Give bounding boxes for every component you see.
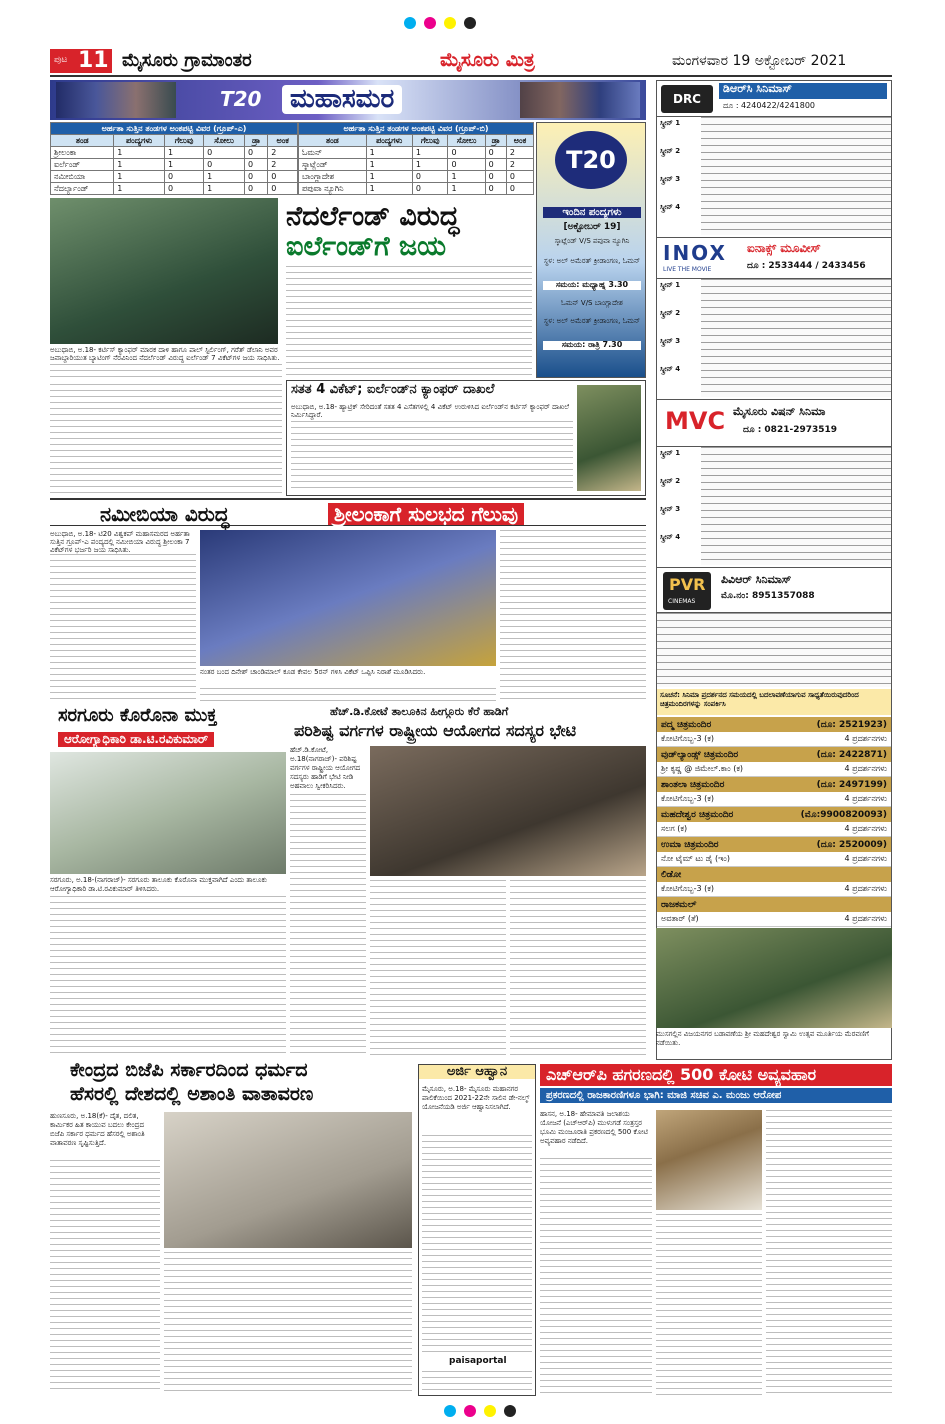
- story3-body-right: [500, 530, 646, 700]
- theatre-phone: (ದೂ: 2520009): [816, 839, 887, 850]
- theatre-shows: 4 ಪ್ರದರ್ಶನಗಳು: [844, 824, 887, 833]
- table-cell: 1: [448, 171, 485, 183]
- story6-body-right: [164, 1252, 412, 1394]
- table-cell: 0: [485, 171, 506, 183]
- pvr-logo: PVR: [669, 575, 706, 594]
- banner-title: ಮಹಾಸಮರ: [282, 85, 402, 114]
- story3-lead: ಅಬುಧಾಬಿ, ಅ.18- ಟಿ20 ವಿಶ್ವಕಪ್ ಮಹಾಸಮರದ ಅರ್ಹತಾ ಸುತ್ತಿನ ಗ್ರೂಪ್-ಎ ಪಂದ್ಯದಲ್ಲಿ ನಮೀಬಿಯಾ ವಿರುದ್ಧ ಶ್ರೀಲಂಕಾ 7 ವಿಕೆಟ್‌ಗಳ ಭರ್ಜರಿ ಜಯ ಸಾಧಿಸಿತು.: [50, 530, 196, 554]
- drc-screen-rows: [701, 117, 891, 235]
- table-cell: 2: [506, 147, 533, 159]
- table-cell: ಬಾಂಗ್ಲಾದೇಶ: [299, 171, 367, 183]
- campher-photo: [577, 385, 641, 491]
- table-row: [299, 159, 534, 171]
- story4-lead: ಸರಗೂರು, ಅ.18-(ನಾಗರಾಜ್)- ಸರಗೂರು ತಾಲೂಕು ಕೊರೊನಾ ಮುಕ್ತವಾಗಿದೆ ಎಂದು ತಾಲೂಕು ಆರೋಗ್ಯಾಧಿಕಾರಿ ಡಾ.ಟಿ.ರವಿಕುಮಾರ್ ತಿಳಿಸಿದರು.: [50, 876, 267, 893]
- paper-name: ಮೈಸೂರು ಮಿತ್ರ: [440, 49, 535, 71]
- mvc-phone: ದೂ : 0821-2973519: [743, 425, 838, 435]
- story2-lead: ಅಬುಧಾಬಿ, ಅ.18- ಹ್ಯಾಟ್ರಿಕ್ ಸೇರಿದಂತೆ ಸತತ 4 ಎಸೆತಗಳಲ್ಲಿ 4 ವಿಕೆಟ್ ಉರುಳಿಸಿದ ಐರ್ಲೆಂಡ್‌ನ ಕರ್ಟಿಸ್ ಕ್ಯಾಂಫರ್ ದಾಖಲೆ ನಿರ್ಮಿಸಿದ್ದಾರೆ.: [291, 403, 573, 419]
- mvc-screen-list: [657, 447, 891, 565]
- table-cell: ಶ್ರೀಲಂಕಾ: [51, 147, 114, 159]
- theatre-shows: 4 ಪ್ರದರ್ಶನಗಳು: [844, 914, 887, 923]
- drc-header: [657, 81, 891, 117]
- theatre-film: ಕೋಟಿಗೊಬ್ಬ-3 (ಕ): [661, 794, 714, 803]
- theatre-film-row: [657, 882, 891, 897]
- story7-body-right: [766, 1110, 892, 1396]
- table-cell: 0: [204, 159, 245, 171]
- theatre-film: ಸಲಗ (ಕ): [661, 824, 688, 833]
- table-cell: 0: [244, 183, 267, 195]
- drc-screen-2: ಸ್ಕ್ರೀನ್ 2: [660, 147, 681, 155]
- theatre-name: ಲಿಡೋ: [661, 869, 682, 880]
- story1-body-continued: [50, 384, 282, 494]
- table-cell: ಪಪುವಾ ನ್ಯೂಗಿನಿ: [299, 183, 367, 195]
- notice-url: paisaportal: [449, 1356, 507, 1366]
- t20-banner: [50, 80, 646, 120]
- t20-logo: T20: [555, 131, 627, 189]
- match1-venue: ಸ್ಥಳ: ಅಲ್ ಅಮೆರತ್ ಕ್ರೀಡಾಂಗಣ, ಓಮನ್: [543, 257, 641, 265]
- cpim-meeting-photo: [164, 1112, 412, 1248]
- story4-headline: ಸರಗೂರು ಕೊರೊನಾ ಮುಕ್ತ: [58, 705, 217, 726]
- inox-name: ಐನಾಕ್ಸ್ ಮೂವೀಸ್: [747, 241, 821, 255]
- theatre-list: [657, 717, 891, 927]
- table-cell: 0: [412, 171, 448, 183]
- inox-screen-2: ಸ್ಕ್ರೀನ್ 2: [660, 309, 681, 317]
- story3-headline: [50, 498, 646, 526]
- theatre-name: ಶಾಂತಲಾ ಚಿತ್ರಮಂದಿರ: [661, 779, 725, 790]
- story7-body-mid: [656, 1214, 762, 1396]
- table-cell: 2: [268, 159, 298, 171]
- story6-headline-2: ಹೆಸರಲ್ಲಿ ದೇಶದಲ್ಲಿ ಅಶಾಂತಿ ವಾತಾವರಣ: [70, 1083, 314, 1105]
- col-header: ತಂಡ: [51, 135, 114, 147]
- group-a-title: ಅರ್ಹತಾ ಸುತ್ತಿನ ತಂಡಗಳ ಅಂಕಪಟ್ಟಿ ವಿವರ (ಗ್ರೂಪ್-ಎ): [51, 123, 298, 135]
- story2-body: [291, 403, 573, 493]
- pvr-logo-sub: CINEMAS: [668, 598, 696, 605]
- table-cell: 0: [448, 159, 485, 171]
- table-cell: 0: [448, 147, 485, 159]
- story6-body-left: [50, 1160, 160, 1394]
- black-mark: [504, 1405, 516, 1417]
- notice-box: [418, 1064, 536, 1396]
- story3-body-left: [50, 530, 196, 700]
- table-cell: 0: [244, 171, 267, 183]
- procession-photo: [656, 928, 892, 1028]
- notice-body-end: [422, 1371, 532, 1393]
- story7-subhead: ಪ್ರಕರಣದಲ್ಲಿ ರಾಜಕಾರಣಿಗಳೂ ಭಾಗಿ: ಮಾಜಿ ಸಚಿವ ಎ. ಮಂಜು ಆರೋಪ: [540, 1088, 892, 1103]
- col-header: ಪಂದ್ಯಗಳು: [114, 135, 165, 147]
- story4-body: [50, 896, 286, 1056]
- table-row: [51, 159, 298, 171]
- theatre-film: ಕೋಟಿಗೊಬ್ಬ-3 (ಕ): [661, 734, 714, 743]
- story7-body-left: [540, 1158, 652, 1396]
- notice-lead: ಮೈಸೂರು, ಅ.18- ಮೈಸೂರು ಮಹಾನಗರ ಪಾಲಿಕೆಯಿಂದ 2021-22ನೇ ಸಾಲಿನ ಡೇ-ನಲ್ಮ್ ಯೋಜನೆಯಡಿ ಅರ್ಜಿ ಆಹ್ವಾನಿಸಲಾಗಿದೆ.: [422, 1085, 530, 1111]
- theatre-name-row: [657, 867, 891, 882]
- table-cell: 0: [506, 183, 533, 195]
- yellow-mark: [484, 1405, 496, 1417]
- story1-body-left: [50, 346, 282, 380]
- drc-screen-3: ಸ್ಕ್ರೀನ್ 3: [660, 175, 681, 183]
- theatre-film: ಅವತಾರ್ (ತೆ): [661, 914, 699, 923]
- theatre-name-row: [657, 807, 891, 822]
- drc-screen-list: [657, 117, 891, 235]
- group-b-table: [298, 122, 534, 195]
- notice-body: [422, 1135, 532, 1355]
- match2-time: ಸಮಯ: ರಾತ್ರಿ 7.30: [543, 341, 641, 350]
- pvr-phone: ಮೊ.ನಂ: 8951357088: [721, 591, 815, 601]
- table-cell: 1: [114, 171, 165, 183]
- banner-players-left: [56, 82, 176, 118]
- listing-notice: ಸೂಚನೆ: ಸಿನಿಮಾ ಪ್ರದರ್ಶನದ ಸಮಯದಲ್ಲಿ ಬದಲಾವಣೆಯಾಗುವ ಸಾಧ್ಯತೆಯಿರುವುದರಿಂದ ಚಿತ್ರಮಂದಿರಗಳನ್ನು ಸಂಪರ್ಕಿಸಿ: [657, 689, 891, 715]
- drc-screen-1: ಸ್ಕ್ರೀನ್ 1: [660, 119, 681, 127]
- table-cell: 2: [268, 147, 298, 159]
- registration-marks-bottom: [440, 1402, 520, 1421]
- table-row: [299, 183, 534, 195]
- table-cell: 0: [485, 159, 506, 171]
- table-row: [51, 171, 298, 183]
- theatre-shows: 4 ಪ್ರದರ್ಶನಗಳು: [844, 884, 887, 893]
- table-cell: 1: [114, 183, 165, 195]
- theatre-phone: (ದೂ: 2521923): [816, 719, 887, 730]
- magenta-mark: [464, 1405, 476, 1417]
- table-cell: 0: [244, 147, 267, 159]
- table-cell: ನಮೀಬಿಯಾ: [51, 171, 114, 183]
- procession-caption: ಮುಸಗಲ್ಲಿನ ವಿಜಯನಗರ ಬಡಾವಣೆಯ ಶ್ರೀ ಮಹದೇಶ್ವರ ಸ್ವಾಮಿ ಉತ್ಸವ ಮೂರ್ತಿಯ ಮೆರವಣಿಗೆ ನಡೆಯಿತು.: [656, 1030, 869, 1047]
- story5-kicker: ಹೆಚ್.ಡಿ.ಕೋಟೆ ತಾಲೂಕಿನ ಹೀಗ್ಗೂರು ಕೆರೆ ಹಾಡಿಗೆ: [330, 705, 509, 718]
- table-cell: 1: [412, 159, 448, 171]
- col-header: ಡ್ರಾ: [485, 135, 506, 147]
- table-cell: 1: [204, 183, 245, 195]
- story6-headline-1: ಕೇಂದ್ರದ ಬಿಜೆಪಿ ಸರ್ಕಾರದಿಂದ ಧರ್ಮದ: [70, 1059, 308, 1081]
- cyan-mark: [404, 17, 416, 29]
- table-cell: 1: [164, 147, 203, 159]
- story3-headline-part1: ನಮೀಬಿಯಾ ವಿರುದ್ಧ: [100, 502, 230, 526]
- masthead-rule: [50, 75, 892, 77]
- theatre-name: ರಾಜಕಮಲ್: [661, 899, 697, 910]
- inox-tagline: LIVE THE MOVIE: [663, 266, 712, 273]
- table-cell: 1: [366, 183, 412, 195]
- pvr-name: ಪಿವಿಆರ್ ಸಿನಿಮಾಸ್: [721, 573, 792, 586]
- table-cell: 1: [412, 147, 448, 159]
- mvc-logo: MVC: [665, 407, 726, 435]
- pvr-header: [657, 567, 891, 613]
- inox-phone: ದೂ : 2533444 / 2433456: [747, 261, 866, 271]
- table-cell: 0: [268, 183, 298, 195]
- magenta-mark: [424, 17, 436, 29]
- page-number-badge: [50, 49, 112, 73]
- theatre-name: ಉಮಾ ಚಿತ್ರಮಂದಿರ: [661, 839, 719, 850]
- health-officer-photo: [50, 752, 286, 874]
- table-cell: 1: [366, 171, 412, 183]
- mvc-screen-1: ಸ್ಕ್ರೀನ್ 1: [660, 449, 681, 457]
- table-cell: ನೆದರ್ಲ್ಯಾಂಡ್: [51, 183, 114, 195]
- story5-lead: ಹೆಚ್.ಡಿ.ಕೋಟೆ, ಅ.18(ನಾಗರಾಜ್)- ಪರಿಶಿಷ್ಟ ವರ್ಗಗಳ ರಾಷ್ಟ್ರೀಯ ಆಯೋಗದ ಸದಸ್ಯರು ಹಾಡಿಗೆ ಭೇಟಿ ನೀಡಿ ಅಹವಾಲು ಸ್ವೀಕರಿಸಿದರು.: [290, 746, 361, 790]
- story5-box: [290, 704, 646, 1056]
- story7-lead: ಹಾಸನ, ಅ.18- ಹೇಮಾವತಿ ಜಲಾಶಯ ಯೋಜನೆ (ಎಚ್‌ಆರ್‌ಪಿ) ಮುಳುಗಡೆ ಸಂತ್ರಸ್ತರ ಭೂಮಿ ಮಂಜೂರಾತಿ ಪ್ರಕರಣದಲ್ಲಿ 500 ಕೋಟಿ ಅವ್ಯವಹಾರ ನಡೆದಿದೆ.: [540, 1110, 648, 1145]
- table-cell: 0: [485, 147, 506, 159]
- table-cell: 0: [164, 171, 203, 183]
- theatre-name-row: [657, 747, 891, 762]
- masthead: [0, 46, 945, 76]
- theatre-film-row: [657, 732, 891, 747]
- inox-screen-1: ಸ್ಕ್ರೀನ್ 1: [660, 281, 681, 289]
- table-cell: 0: [506, 171, 533, 183]
- table-cell: 1: [164, 159, 203, 171]
- table-cell: 0: [244, 159, 267, 171]
- story1-headline-1: ನೆದರ್ಲೆಂಡ್ ವಿರುದ್ಧ: [286, 201, 460, 232]
- mvc-header: [657, 399, 891, 447]
- theatre-film-row: [657, 822, 891, 837]
- table-row: [299, 147, 534, 159]
- registration-marks-top: [400, 14, 480, 33]
- table-cell: 0: [268, 171, 298, 183]
- pvr-logo-box: [663, 572, 711, 610]
- story5-body-right: [510, 880, 646, 1056]
- notice-title: ಅರ್ಜಿ ಆಹ್ವಾನ: [419, 1065, 535, 1079]
- section-title: ಮೈಸೂರು ಗ್ರಾಮಾಂತರ: [122, 50, 252, 71]
- matches-date: [ಅಕ್ಟೋಬರ್ 19]: [563, 222, 621, 232]
- black-mark: [464, 17, 476, 29]
- theatre-phone: (ಮೊ:9900820093): [800, 809, 887, 820]
- matches-title: ಇಂದಿನ ಪಂದ್ಯಗಳು: [543, 207, 641, 218]
- theatre-name-row: [657, 717, 891, 732]
- issue-date: ಮಂಗಳವಾರ 19 ಅಕ್ಟೋಬರ್ 2021: [672, 53, 847, 69]
- mvc-name: ಮೈಸೂರು ವಿಷನ್ ಸಿನಿಮಾ: [733, 405, 826, 418]
- col-header: ತಂಡ: [299, 135, 367, 147]
- theatre-phone: (ದೂ: 2422871): [816, 749, 887, 760]
- match2-venue: ಸ್ಥಳ: ಅಲ್ ಅಮೆರತ್ ಕ್ರೀಡಾಂಗಣ, ಓಮನ್: [543, 317, 641, 325]
- theatre-shows: 4 ಪ್ರದರ್ಶನಗಳು: [844, 854, 887, 863]
- inox-screen-3: ಸ್ಕ್ರೀನ್ 3: [660, 337, 681, 345]
- match1-teams: ಸ್ಕಾಟ್ಲೆಂಡ್ V/S ಪಪುವಾ ನ್ಯೂಗಿನಿ: [554, 237, 630, 245]
- table-cell: 1: [366, 159, 412, 171]
- table-row: [299, 171, 534, 183]
- col-header: ಅಂಕ: [268, 135, 298, 147]
- table-cell: 1: [114, 147, 165, 159]
- theatre-name-row: [657, 777, 891, 792]
- table-cell: 0: [164, 183, 203, 195]
- col-header: ಸೋಲು: [448, 135, 485, 147]
- banner-players-right: [520, 82, 640, 118]
- story6-box: [50, 1060, 412, 1394]
- story5-body-mid: [370, 880, 506, 1056]
- pvr-screen-rows: [657, 613, 891, 687]
- cyan-mark: [444, 1405, 456, 1417]
- col-header: ಪಂದ್ಯಗಳು: [366, 135, 412, 147]
- table-cell: 0: [412, 183, 448, 195]
- theatre-shows: 4 ಪ್ರದರ್ಶನಗಳು: [844, 794, 887, 803]
- theatre-name: ಮಹದೇಶ್ವರ ಚಿತ್ರಮಂದಿರ: [661, 809, 734, 820]
- theatre-shows: 4 ಪ್ರದರ್ಶನಗಳು: [844, 734, 887, 743]
- theatre-film: ನೋ ಟೈಮ್ ಟು ಡೈ (ಇಂ): [661, 854, 730, 863]
- story2-headline: ಸತತ 4 ವಿಕೆಟ್; ಐರ್ಲೆಂಡ್‌ನ ಕ್ಯಾಂಫರ್ ದಾಖಲೆ: [291, 382, 495, 397]
- col-header: ಗೆಲುವು: [164, 135, 203, 147]
- table-cell: 1: [448, 183, 485, 195]
- group-b-title: ಅರ್ಹತಾ ಸುತ್ತಿನ ತಂಡಗಳ ಅಂಕಪಟ್ಟಿ ವಿವರ (ಗ್ರೂಪ್-ಬಿ): [299, 123, 534, 135]
- story1-lead: ಅಬುಧಾಬಿ, ಅ.18- ಕರ್ಟಿಸ್ ಕ್ಯಾಂಫರ್ ಮಾರಕ ದಾಳಿ ಹಾಗೂ ಪಾಲ್ ಸ್ಟಿರ್ಲಿಂಗ್, ಗರೆತ್ ಡೆಲಾನಿ ಅವರ ಜವಾಬ್ದಾರಿಯುತ ಬ್ಯಾಟಿಂಗ್ ನೆರವಿನಿಂದ ನೆದರ್ಲೆಂಡ್ ವಿರುದ್ಧ ಐರ್ಲೆಂಡ್ 7 ವಿಕೆಟ್‌ಗಳ ಜಯ ಸಾಧಿಸಿತು.: [50, 346, 282, 362]
- story7-box: [540, 1064, 892, 1396]
- drc-phone: ದೂ : 4240422/4241800: [723, 101, 816, 110]
- drc-name: ಡಿಆರ್‌ಸಿ ಸಿನಿಮಾಸ್: [719, 83, 887, 99]
- theatre-phone: (ದೂ: 2497199): [816, 779, 887, 790]
- story3-body-bottom: [200, 688, 496, 702]
- table-cell: 2: [506, 159, 533, 171]
- table-cell: ಸ್ಕಾಟ್ಲೆಂಡ್: [299, 159, 367, 171]
- col-header: ಅಂಕ: [506, 135, 533, 147]
- match2-teams: ಓಮನ್ V/S ಬಾಂಗ್ಲಾದೇಶ: [561, 299, 623, 307]
- theatre-name-row: [657, 837, 891, 852]
- group-a-table: [50, 122, 298, 195]
- page-number: 11: [78, 48, 109, 73]
- inox-header: [657, 237, 891, 279]
- page-label: ಪುಟ: [54, 55, 68, 65]
- story3-headline-part2: ಶ್ರೀಲಂಕಾಗೆ ಸುಲಭದ ಗೆಲುವು: [328, 503, 524, 525]
- match1-time: ಸಮಯ: ಮಧ್ಯಾಹ್ನ 3.30: [543, 281, 641, 290]
- inox-screen-4: ಸ್ಕ್ರೀನ್ 4: [660, 365, 681, 373]
- story1-body: [286, 266, 532, 380]
- mvc-screen-3: ಸ್ಕ್ರೀನ್ 3: [660, 505, 681, 513]
- todays-matches-box: [536, 122, 646, 378]
- story1-headline-2: ಐರ್ಲೆಂಡ್‌ಗೆ ಜಯ: [286, 231, 447, 262]
- table-cell: 1: [366, 147, 412, 159]
- story7-headline: ಎಚ್‌ಆರ್‌ಪಿ ಹಗರಣದಲ್ಲಿ 500 ಕೋಟಿ ಅವ್ಯವಹಾರ: [540, 1064, 892, 1086]
- theatre-film-row: [657, 852, 891, 867]
- story5-body-left: [290, 794, 366, 1056]
- table-cell: 0: [204, 147, 245, 159]
- theatre-film-row: [657, 792, 891, 807]
- theatre-name: ಪದ್ಮ ಚಿತ್ರಮಂದಿರ: [661, 719, 712, 730]
- drc-logo: DRC: [661, 85, 713, 113]
- theatre-film-row: [657, 762, 891, 777]
- story4-subhead: ಆರೋಗ್ಯಾಧಿಕಾರಿ ಡಾ.ಟಿ.ರವಿಕುಮಾರ್: [58, 732, 214, 747]
- theatre-film: ಕೋಟಿಗೊಬ್ಬ-3 (ಕ): [661, 884, 714, 893]
- mvc-screen-rows: [701, 447, 891, 565]
- theatre-film: ಶ್ರೀ ಕೃಷ್ಣ @ ಜಿಮೇಲ್.ಕಾಂ (ಕ): [661, 764, 744, 773]
- table-cell: ಓಮನ್: [299, 147, 367, 159]
- inox-logo: INOX: [663, 241, 727, 265]
- sri-lanka-team-photo: [200, 530, 496, 666]
- story5-headline: ಪರಿಶಿಷ್ಟ ವರ್ಗಗಳ ರಾಷ್ಟ್ರೀಯ ಆಯೋಗದ ಸದಸ್ಯರ ಭೇಟಿ: [294, 721, 577, 740]
- theatre-name: ವುಡ್‌ಲ್ಯಾಂಡ್ಸ್ ಚಿತ್ರಮಂದಿರ: [661, 749, 739, 760]
- mvc-screen-4: ಸ್ಕ್ರೀನ್ 4: [660, 533, 681, 541]
- a-manju-photo: [656, 1110, 762, 1210]
- banner-logo: T20: [220, 87, 262, 111]
- hamlet-visit-photo: [370, 746, 646, 876]
- theatre-name-row: [657, 897, 891, 912]
- table-cell: ಐರ್ಲೆಂಡ್: [51, 159, 114, 171]
- inox-screen-rows: [701, 279, 891, 397]
- story3-caption: ನಂತರ ಬಂದ ದಿನೇಶ್ ಚಾಂಡಿಮಾಲ್ ಕೂಡ ಕೇವಲ 5ರನ್ ಗಳಿಸಿ ವಿಕೆಟ್ ಒಪ್ಪಿಸಿ ನಿರಾಶೆ ಮೂಡಿಸಿದರು.: [200, 668, 426, 676]
- col-header: ಡ್ರಾ: [244, 135, 267, 147]
- drc-screen-4: ಸ್ಕ್ರೀನ್ 4: [660, 203, 681, 211]
- theatre-shows: 4 ಪ್ರದರ್ಶನಗಳು: [844, 764, 887, 773]
- table-row: [51, 183, 298, 195]
- story4-box: [50, 704, 286, 1056]
- col-header: ಸೋಲು: [204, 135, 245, 147]
- mvc-screen-2: ಸ್ಕ್ರೀನ್ 2: [660, 477, 681, 485]
- story2-box: [286, 380, 646, 496]
- cinema-column: [656, 80, 892, 1060]
- story6-lead: ಹುಣಸೂರು, ಅ.18(ಕೆ)- ದೈತ, ದಲಿತ, ಕಾರ್ಮಿಕರ ಹಿತ ಕಾಯುವ ಬದಲು ಕೇಂದ್ರದ ಬಿಜೆಪಿ ಸರ್ಕಾರ ಧರ್ಮದ ಹೆಸರಲ್ಲಿ ಅಶಾಂತಿ ವಾತಾವರಣ ಸೃಷ್ಟಿಸುತ್ತಿದೆ.: [50, 1112, 145, 1147]
- table-row: [51, 147, 298, 159]
- inox-screen-list: [657, 279, 891, 397]
- yellow-mark: [444, 17, 456, 29]
- table-cell: 1: [204, 171, 245, 183]
- col-header: ಗೆಲುವು: [412, 135, 448, 147]
- table-cell: 0: [485, 183, 506, 195]
- table-cell: 1: [114, 159, 165, 171]
- theatre-film-row: [657, 912, 891, 927]
- ireland-team-photo: [50, 198, 278, 344]
